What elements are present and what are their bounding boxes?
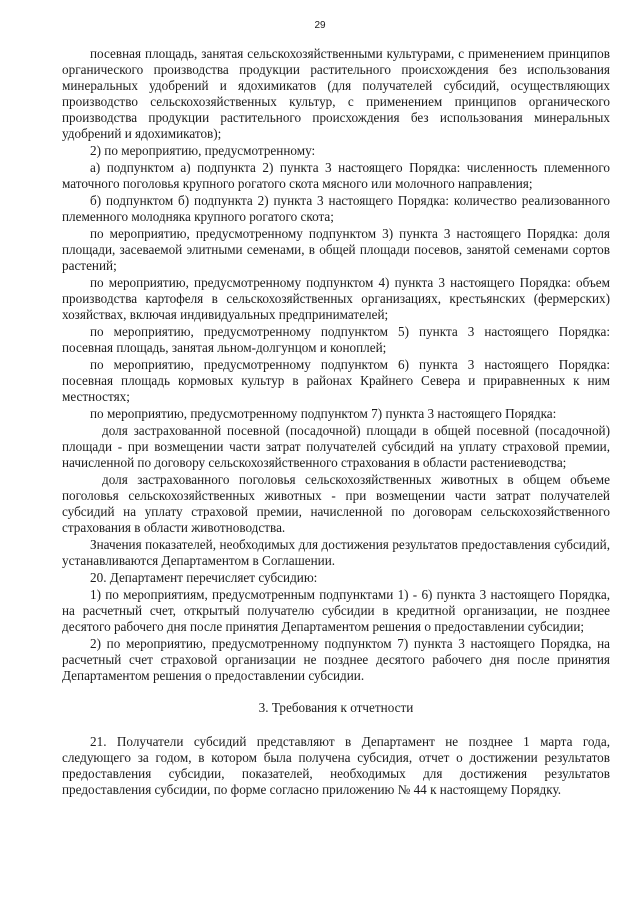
paragraph-item-20-1: 1) по мероприятиям, предусмотренным подпунктами 1) - 6) пункта 3 настоящего Порядка, на расчетный счет, открытый получателю субсидии в кредитной организации, не позднее десятого рабочего дня после принятия Департаментом решения о предоставлении субсидии; xyxy=(62,587,610,634)
paragraph-indicator-values: Значения показателей, необходимых для достижения результатов предоставления субсидий, устанавливаются Департаментом в Соглашении. xyxy=(62,537,610,568)
paragraph-sub-3: по мероприятию, предусмотренному подпунктом 3) пункта 3 настоящего Порядка: доля площади, засеваемой элитными семенами, в общей площади посевов, занятой семенами сортов растений; xyxy=(62,226,610,273)
paragraph-sub-5: по мероприятию, предусмотренному подпунктом 5) пункта 3 настоящего Порядка: посевная площадь, занятая льном-долгунцом и коноплей; xyxy=(62,324,610,355)
paragraph-item-2: 2) по мероприятию, предусмотренному: xyxy=(90,143,316,158)
page-number: 29 xyxy=(314,20,326,31)
paragraph-insurance-crops: доля застрахованной посевной (посадочной) площади в общей посевной (посадочной) площади - при возмещении части затрат получателей субсидий на уплату страховой премии, начисленной по договору сельскохозяйственного страхования в области растениеводства; xyxy=(62,423,610,470)
paragraph-insurance-livestock: доля застрахованного поголовья сельскохозяйственных животных в общем объеме поголовья сельскохозяйственных животных - при возмещении части затрат получателей субсидий на уплату страховой премии, начисленной по договорам сельскохозяйственного страхования в области животноводства. xyxy=(62,472,610,535)
paragraph-sub-4: по мероприятию, предусмотренному подпунктом 4) пункта 3 настоящего Порядка: объем производства картофеля в сельскохозяйственных организациях, крестьянских (фермерских) хозяйствах, включая индивидуальных предпринимателей; xyxy=(62,275,610,322)
document-body xyxy=(62,46,610,799)
paragraph-item-20: 20. Департамент перечисляет субсидию: xyxy=(90,570,318,585)
paragraph-sub-6: по мероприятию, предусмотренному подпунктом 6) пункта 3 настоящего Порядка: посевная площадь кормовых культур в районах Крайнего Севера и приравненных к ним местностях; xyxy=(62,357,610,404)
paragraph-item-2b: б) подпунктом б) подпункта 2) пункта 3 настоящего Порядка: количество реализованного племенного молодняка крупного рогатого скота; xyxy=(62,193,610,224)
paragraph-sub-7: по мероприятию, предусмотренному подпунктом 7) пункта 3 настоящего Порядка: xyxy=(90,406,557,421)
paragraph-item-20-2: 2) по мероприятию, предусмотренному подпунктом 7) пункта 3 настоящего Порядка, на расчетный счет страховой организации не позднее десятого рабочего дня после принятия Департаментом решения о предоставлении субсидии. xyxy=(62,636,610,683)
paragraph-item-2a: а) подпунктом а) подпункта 2) пункта 3 настоящего Порядка: численность племенного маточного поголовья крупного рогатого скота мясного или молочного направления; xyxy=(62,160,610,191)
paragraph-continuation: посевная площадь, занятая сельскохозяйственными культурами, с применением принципов органического производства продукции растительного происхождения без использования минеральных удобрений и ядохимикатов (для получателей субсидий, осуществляющих производство сельскохозяйственных культур, с применением принципов органического производства продукции растительного происхождения без использования минеральных удобрений и ядохимикатов); xyxy=(62,46,610,141)
paragraph-item-21: 21. Получатели субсидий представляют в Департамент не позднее 1 марта года, следующего за годом, в котором была получена субсидия, отчет о достижении результатов предоставления субсидии, показателей, необходимых для достижения результатов предоставления субсидии, по форме согласно приложению № 44 к настоящему Порядку. xyxy=(62,734,610,797)
section-title: 3. Требования к отчетности xyxy=(258,700,414,715)
